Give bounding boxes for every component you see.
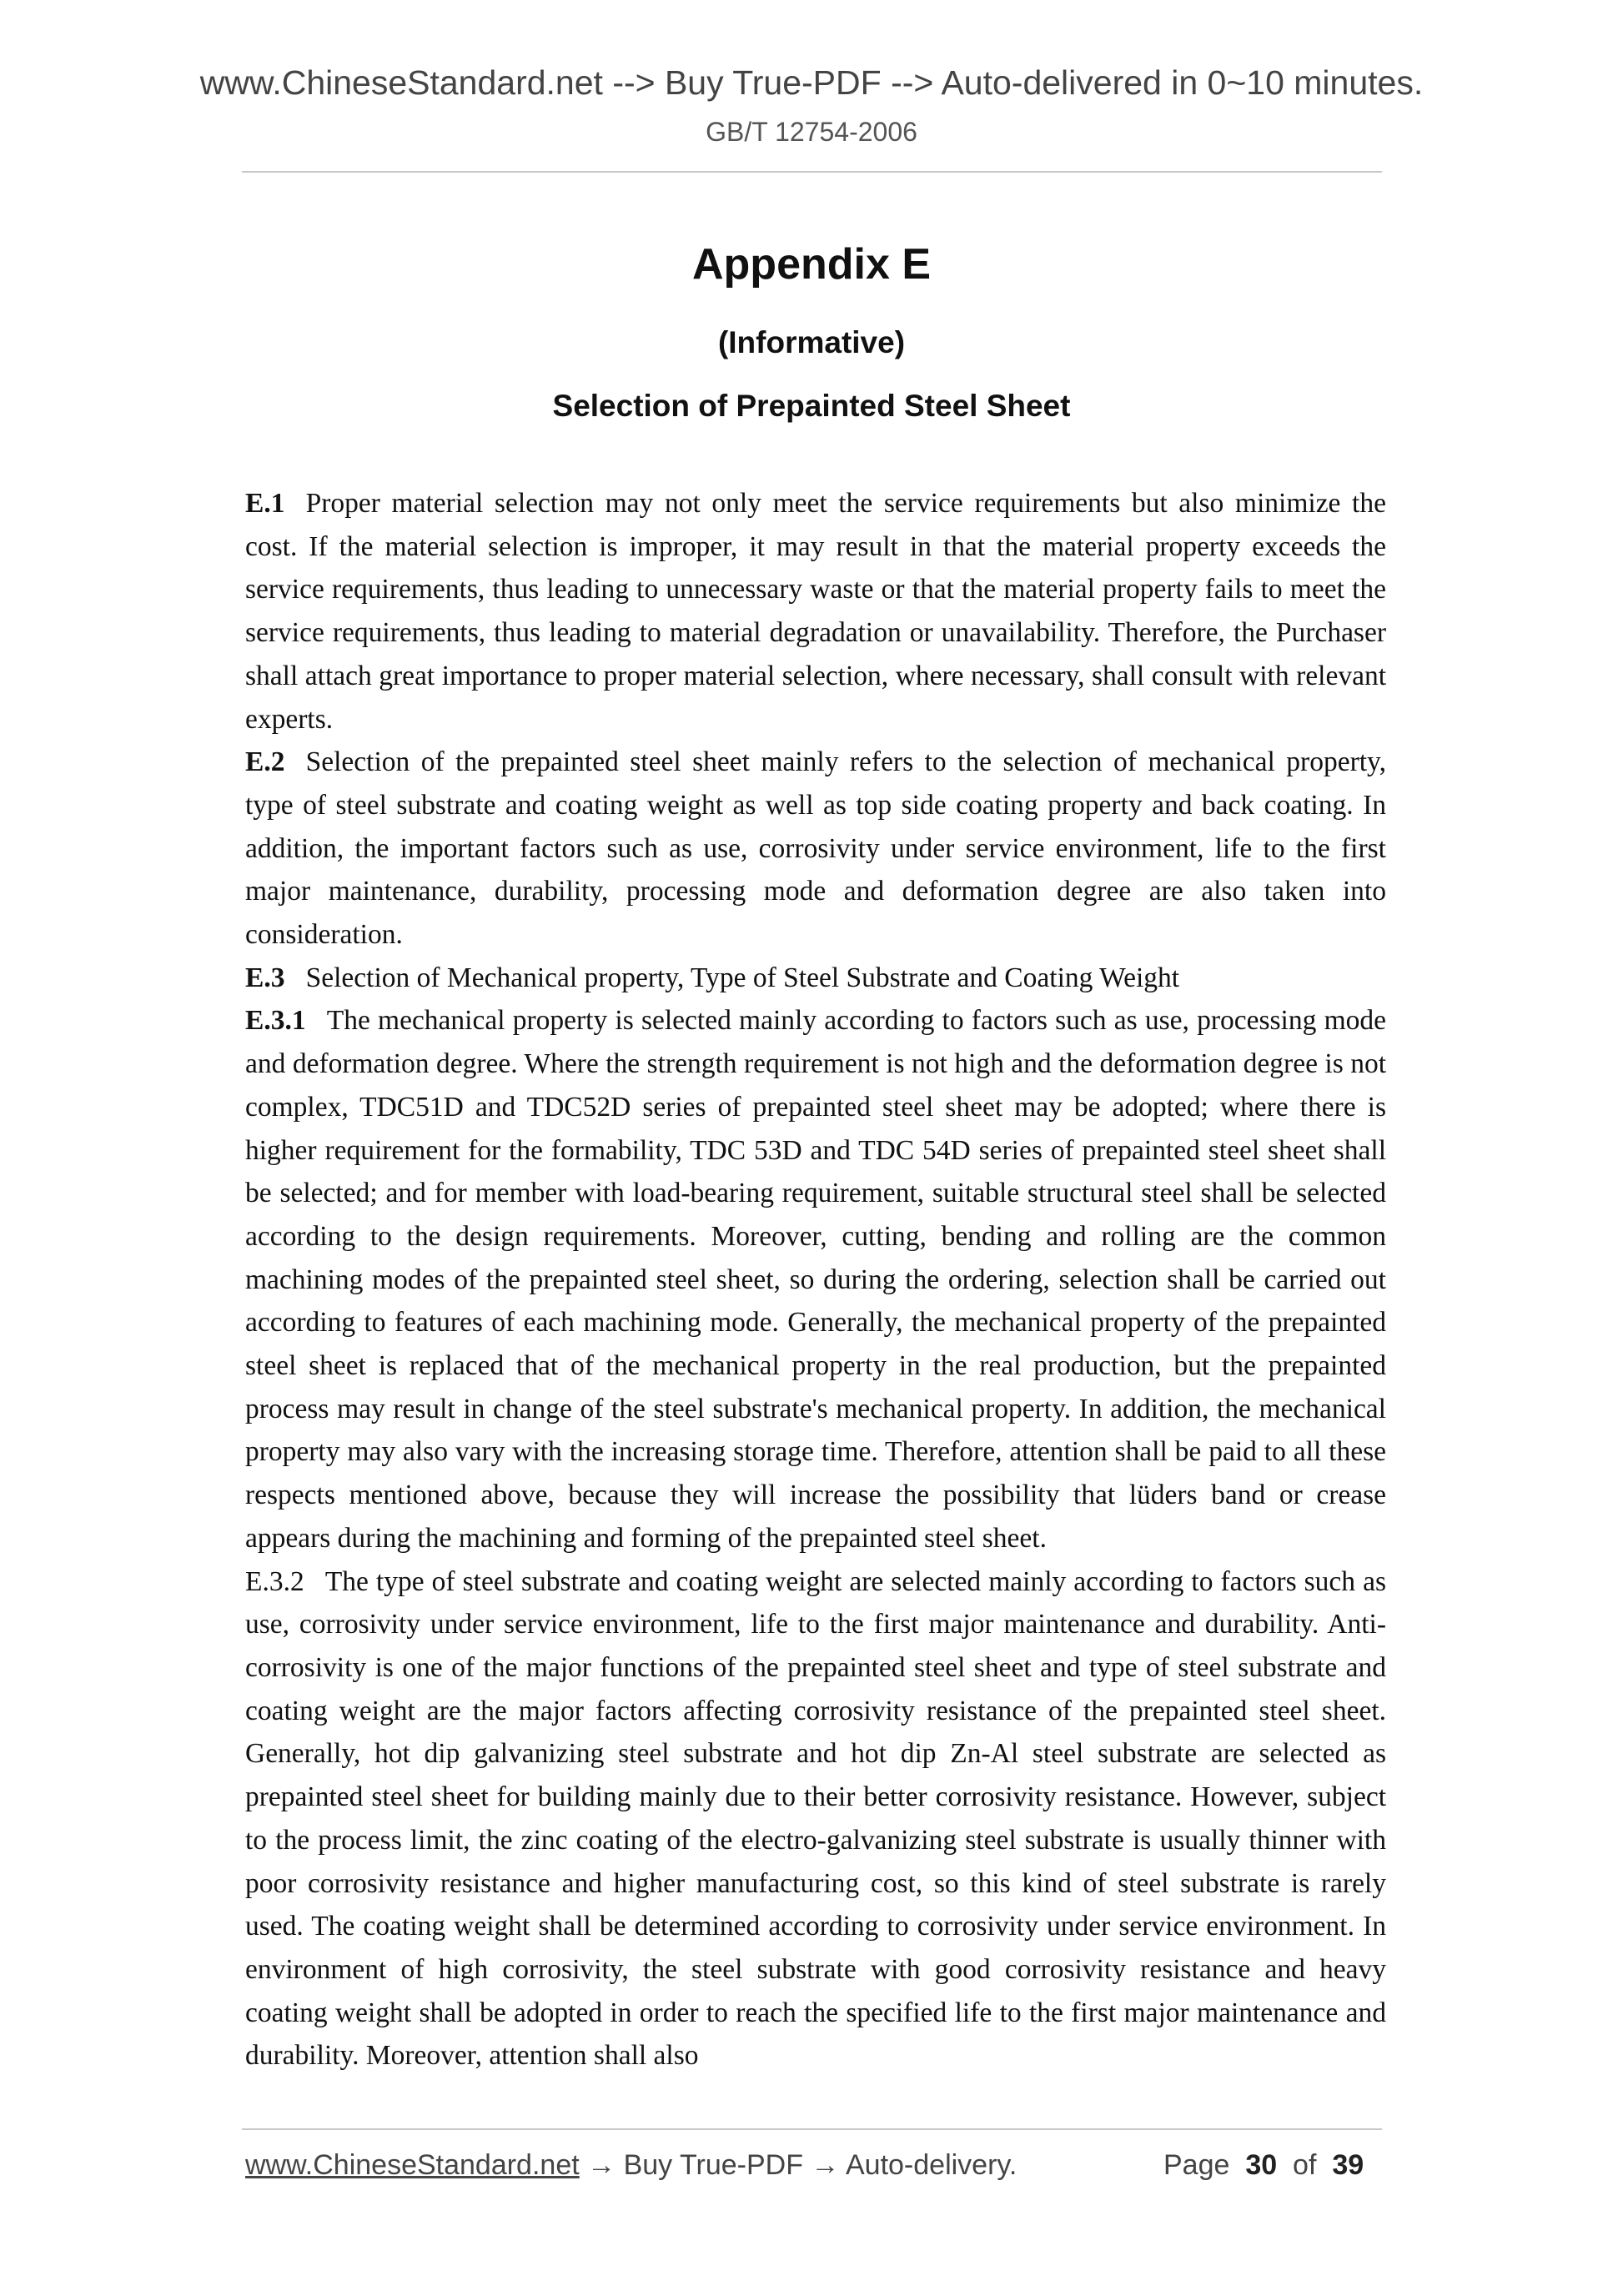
document-body: [245, 482, 1386, 2077]
paragraph-text: Selection of Mechanical property, Type of Steel Substrate and Coating Weight: [305, 962, 1180, 993]
section-title: Selection of Prepainted Steel Sheet: [552, 389, 1071, 423]
appendix-type: (Informative): [717, 325, 906, 359]
standard-number: GB/T 12754-2006: [706, 117, 917, 147]
paragraph-text: Selection of the prepainted steel sheet mainly refers to the selection of mechanical property, type of steel substrate and coating weight as well as top side coating property and back coating. In addition, the important factors such as use, corrosivity under service environment, life to the first major maintenance, durability, processing mode and deformation degree are also taken into consideration.: [245, 746, 1386, 951]
paragraph-e3-2: [245, 1560, 1386, 2077]
footer-link[interactable]: www.ChineseStandard.net: [245, 2149, 580, 2181]
paragraph-e3: [245, 957, 1386, 1000]
footer-divider: [242, 2128, 1382, 2130]
page-number: 30: [1245, 2149, 1278, 2181]
paragraph-e1: [245, 482, 1386, 741]
footer-promo: [245, 2149, 1017, 2182]
clause-number: E.3.2: [245, 1565, 304, 1597]
clause-number: E.2: [245, 746, 285, 778]
paragraph-text: The type of steel substrate and coating weight are selected mainly according to factors such as use, corrosivity under service environment, life to the first major maintenance and durability. Anti-corrosivity is one of the major functions of the prepainted steel sheet and type of steel substrate and coating weight are the major factors affecting corrosivity resistance of the prepainted steel sheet. Generally, hot dip galvanizing steel substrate and hot dip Zn-Al steel substrate are selected as prepainted steel sheet for building mainly due to their better corrosivity resistance. However, subject to the process limit, the zinc coating of the electro-galvanizing steel substrate is usually thinner with poor corrosivity resistance and higher manufacturing cost, so this kind of steel substrate is rarely used. The coating weight shall be determined according to corrosivity under service environment. In environment of high corrosivity, the steel substrate with good corrosivity resistance and heavy coating weight shall be adopted in order to reach the specified life to the first major maintenance and durability. Moreover, attention shall also: [245, 1565, 1386, 2072]
clause-number: E.3: [245, 962, 285, 993]
paragraph-e3-1: [245, 999, 1386, 1560]
clause-number: E.1: [245, 488, 285, 519]
footer-promo-text: → Buy True-PDF → Auto-delivery.: [579, 2149, 1018, 2181]
header-divider: [242, 171, 1382, 173]
page-total: 39: [1332, 2149, 1364, 2181]
page-label: Page: [1163, 2149, 1230, 2181]
paragraph-text: Proper material selection may not only meet the service requirements but also minimize the cost. If the material selection is improper, it may result in that the material property exceeds the service requirements, thus leading to unnecessary waste or that the material property fails to meet the service requirements, thus leading to material degradation or unavailability. Therefore, the Purchaser shall attach great importance to proper material selection, where necessary, shall consult with relevant experts.: [245, 488, 1386, 735]
header-banner: www.ChineseStandard.net --> Buy True-PDF --> Auto-delivered in 0~10 minutes.: [199, 63, 1424, 102]
page-indicator: [1163, 2149, 1364, 2182]
paragraph-text: The mechanical property is selected mainly according to factors such as use, processing mode and deformation degree. Where the strength requirement is not high and the deformation degree is not complex, TDC51D and TDC52D series of prepainted steel sheet may be adopted; where there is higher requirement for the formability, TDC 53D and TDC 54D series of prepainted steel sheet shall be selected; and for member with load-bearing requirement, suitable structural steel shall be selected according to the design requirements. Moreover, cutting, bending and rolling are the common machining modes of the prepainted steel sheet, so during the ordering, selection shall be carried out according to features of each machining mode. Generally, the mechanical property of the prepainted steel sheet is replaced that of the mechanical property in the real production, but the prepainted process may result in change of the steel substrate's mechanical property. In addition, the mechanical property may also vary with the increasing storage time. Therefore, attention shall be paid to all these respects mentioned above, because they will increase the possibility that lüders band or crease appears during the machining and forming of the prepainted steel sheet.: [245, 1005, 1386, 1554]
clause-number: E.3.1: [245, 1005, 306, 1037]
paragraph-e2: [245, 741, 1386, 957]
page-title: Appendix E: [691, 240, 932, 289]
of-label: of: [1293, 2149, 1317, 2181]
